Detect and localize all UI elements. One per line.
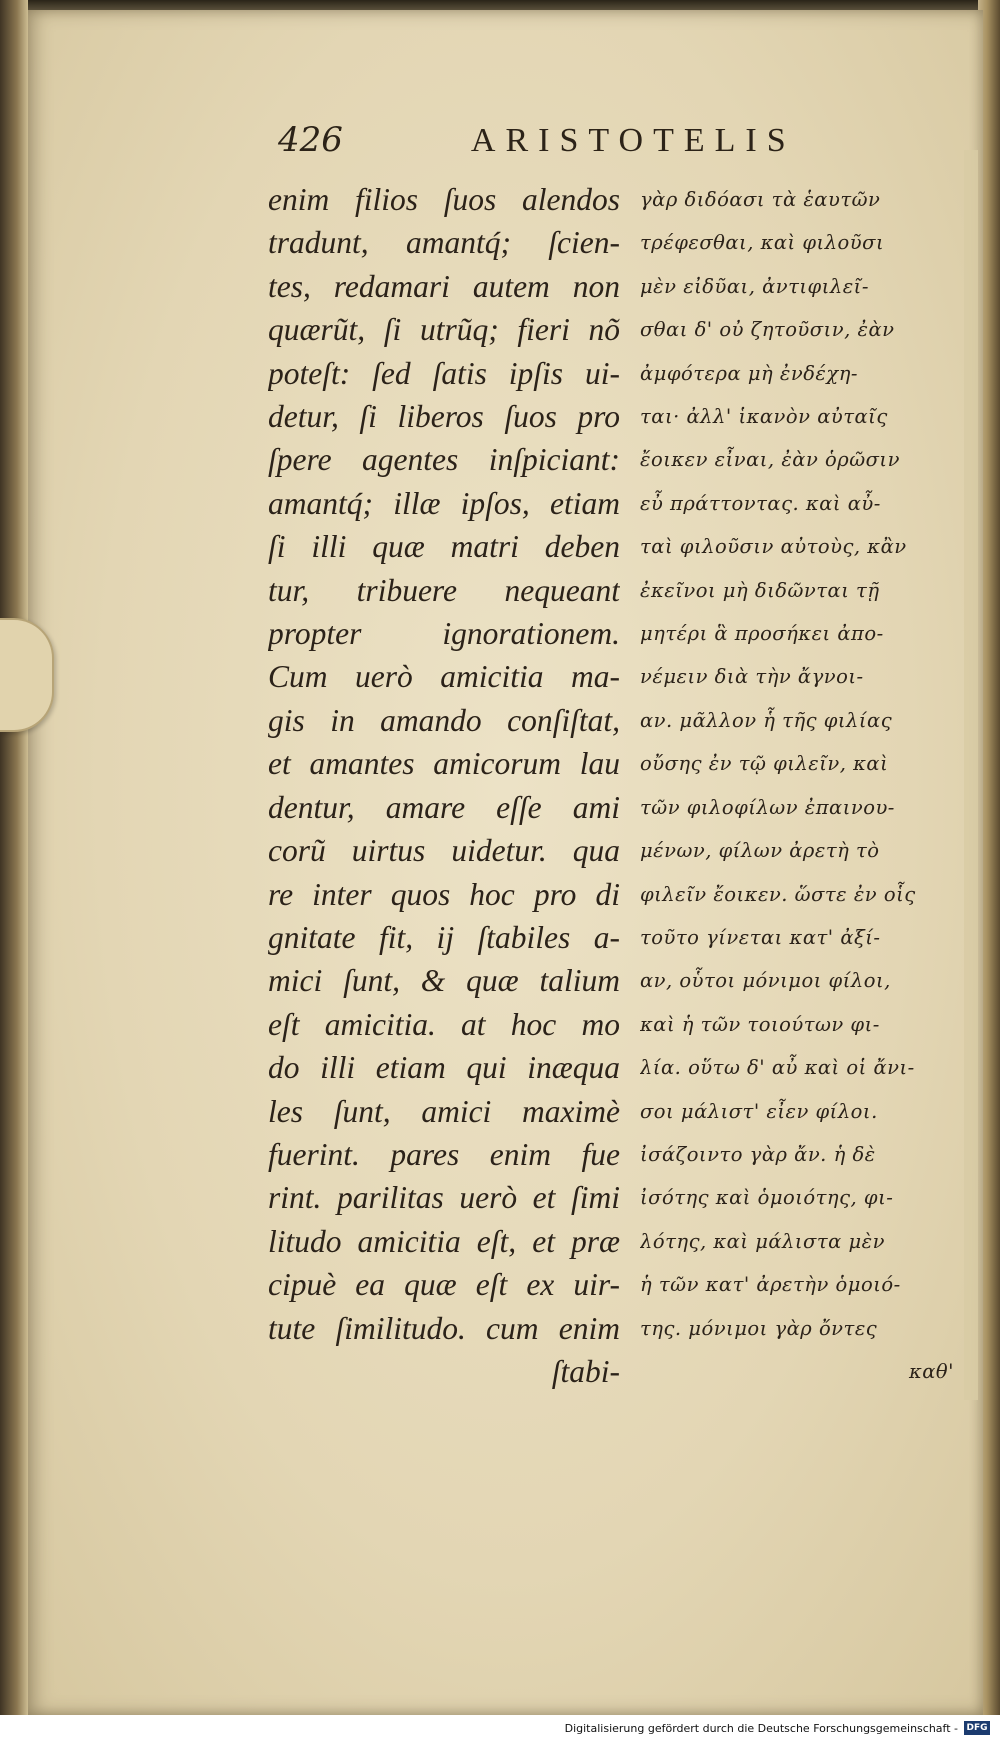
latin-text-line: cipuè ea quæ eſt ex uir-: [268, 1267, 620, 1303]
latin-text-line: rint. parilitas uerò et ſimi: [268, 1180, 620, 1216]
page-number: 426: [278, 120, 343, 160]
latin-text-line: mici ſunt, & quæ talium: [268, 963, 620, 999]
digitization-footer: [0, 1715, 1000, 1741]
greek-text-line: οὔσης ἐν τῷ φιλεῖν, καὶ: [640, 752, 889, 776]
running-title: ARISTOTELIS: [470, 122, 796, 159]
greek-column: [640, 178, 960, 1393]
greek-text-line: μὲν εἰδῦαι, ἀντιφιλεῖ-: [640, 274, 869, 298]
greek-text-line: λία. οὕτω δ' αὖ καὶ οἱ ἄνι-: [640, 1056, 915, 1080]
latin-text-line: ſpere agentes inſpiciant:: [268, 442, 620, 478]
greek-text-line: ταὶ φιλοῦσιν αὐτοὺς, κἂν: [640, 535, 907, 559]
greek-text-line: τρέφεσθαι, καὶ φιλοῦσι: [640, 231, 885, 255]
latin-text-line: les ſunt, amici maximè: [268, 1093, 620, 1129]
latin-text-line: re inter quos hoc pro di: [268, 876, 620, 912]
greek-text-line: ἐκεῖνοι μὴ διδῶνται τῇ: [640, 578, 880, 602]
greek-text-line: καὶ ἡ τῶν τοιούτων φι-: [640, 1012, 880, 1036]
greek-text-line: νέμειν διὰ τὴν ἄγνοι-: [640, 665, 864, 689]
latin-text-line: amantq́; illæ ipſos, etiam: [268, 485, 620, 521]
latin-text-line: tute ſimilitudo. cum enim: [268, 1310, 620, 1346]
greek-text-line: γὰρ διδόασι τὰ ἑαυτῶν: [640, 188, 881, 211]
greek-text-line: αν, οὗτοι μόνιμοι φίλοι,: [640, 969, 891, 993]
latin-text-line: propter ignorationem.: [268, 616, 620, 652]
latin-text-line: quærũt, ſi utrũq; fieri nõ: [268, 312, 620, 348]
latin-text-line: litudo amicitia eſt, et præ: [268, 1223, 620, 1259]
greek-text-line: τῶν φιλοφίλων ἐπαινου-: [640, 795, 895, 819]
greek-text-line: φιλεῖν ἔοικεν. ὥστε ἐν οἷς: [640, 882, 916, 906]
latin-text-line: Cum uerò amicitia ma-: [268, 659, 620, 695]
greek-text-line: καθ': [908, 1359, 954, 1383]
latin-text-line: tur, tribuere nequeant: [268, 572, 620, 608]
greek-text-line: σθαι δ' οὐ ζητοῦσιν, ἐὰν: [640, 318, 895, 342]
greek-text-line: εὖ πράττοντας. καὶ αὖ-: [640, 491, 881, 515]
latin-text-line: eſt amicitia. at hoc mo: [268, 1006, 620, 1042]
latin-text-line: enim filios ſuos alendos: [268, 182, 620, 217]
greek-text-line: τοῦτο γίνεται κατ' ἀξί-: [640, 925, 881, 949]
running-head: [278, 120, 796, 160]
latin-text-line: ſi illi quæ matri deben: [268, 529, 620, 565]
latin-text-line: corũ uirtus uidetur. qua: [268, 833, 620, 869]
greek-text-line: ἔοικεν εἶναι, ἐὰν ὁρῶσιν: [640, 448, 900, 472]
greek-text-line: ἰσάζοιντο γὰρ ἄν. ἡ δὲ: [640, 1142, 876, 1166]
latin-text-line: gnitate fit, ij ſtabiles a-: [268, 919, 620, 955]
greek-text-line: σοι μάλιστ' εἶεν φίλοι.: [640, 1099, 878, 1123]
greek-text-line: ἡ τῶν κατ' ἀρετὴν ὁμοιό-: [640, 1273, 901, 1297]
greek-text-line: μητέρι ἃ προσήκει ἀπο-: [640, 622, 884, 646]
page-clasp-tab: [0, 618, 54, 732]
latin-text-line: gis in amando conſiſtat,: [268, 702, 620, 738]
adjacent-page-edge: [964, 150, 978, 1400]
latin-text-line: poteſt: ſed ſatis ipſis ui-: [268, 355, 620, 391]
book-spine-gutter: [0, 0, 28, 1741]
greek-text-line: ται· ἀλλ' ἱκανὸν αὐταῖς: [640, 405, 888, 429]
greek-text-line: λότης, καὶ μάλιστα μὲν: [640, 1229, 885, 1253]
latin-text-line: tradunt, amantq́; ſcien-: [268, 225, 620, 261]
greek-text-line: ἰσότης καὶ ὁμοιότης, φι-: [640, 1186, 894, 1210]
greek-text-line: της. μόνιμοι γὰρ ὄντες: [640, 1316, 878, 1340]
latin-text-line: detur, ſi liberos ſuos pro: [268, 399, 620, 435]
latin-text-line: et amantes amicorum lau: [268, 746, 620, 782]
latin-text-line: ſtabi-: [551, 1353, 620, 1389]
latin-text-line: tes, redamari autem non: [268, 268, 620, 304]
funding-credit: Digitalisierung gefördert durch die Deutsche Forschungsgemeinschaft -: [564, 1721, 958, 1735]
latin-text-line: fuerint. pares enim fue: [268, 1136, 620, 1172]
dfg-logo-icon: DFG: [964, 1721, 990, 1735]
latin-column: [268, 178, 620, 1393]
greek-text-line: μένων, φίλων ἀρετὴ τὸ: [640, 839, 880, 863]
greek-text-line: ἀμφότερα μὴ ἐνδέχη-: [640, 361, 858, 385]
greek-text-line: αν. μᾶλλον ἧ τῆς φιλίας: [640, 708, 893, 732]
latin-text-line: dentur, amare eſſe ami: [268, 789, 620, 825]
latin-text-line: do illi etiam qui inæqua: [268, 1050, 620, 1086]
